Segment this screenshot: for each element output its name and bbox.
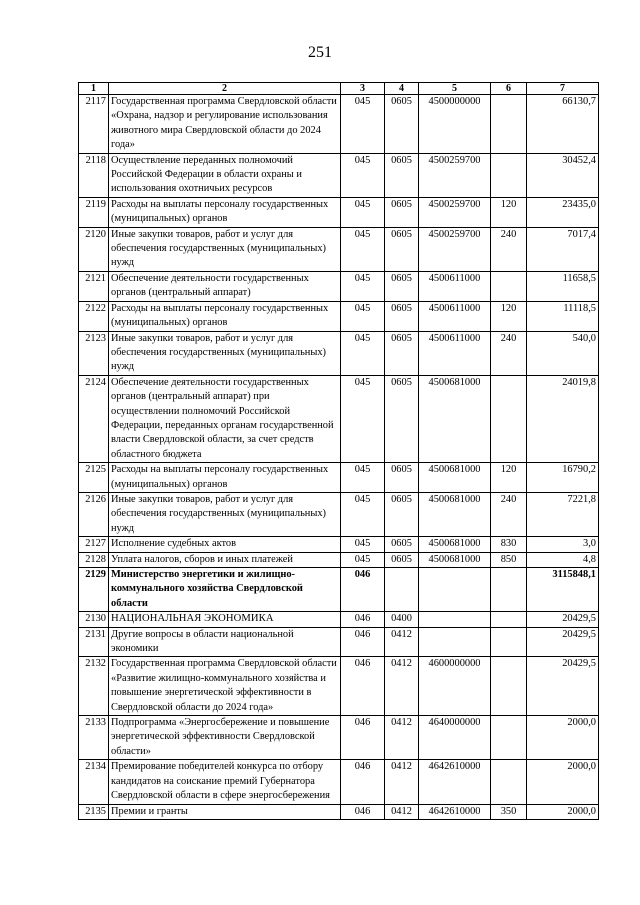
row-number: 2120: [79, 227, 109, 271]
ministry-code: 045: [341, 331, 385, 375]
table-row: [79, 537, 599, 552]
ministry-code: 046: [341, 760, 385, 804]
section-code: 0605: [385, 492, 419, 536]
amount: 30452,4: [527, 153, 599, 197]
row-name: Уплата налогов, сборов и иных платежей: [109, 552, 341, 567]
row-number: 2121: [79, 271, 109, 301]
ministry-code: 046: [341, 627, 385, 657]
section-code: 0412: [385, 657, 419, 716]
amount: 23435,0: [527, 197, 599, 227]
section-code: 0412: [385, 760, 419, 804]
row-name: Иные закупки товаров, работ и услуг для обеспечения государственных (муниципальных) нужд: [109, 492, 341, 536]
expense-type-code: 830: [491, 537, 527, 552]
column-header-1: 1: [79, 83, 109, 95]
section-code: 0605: [385, 95, 419, 154]
section-code: 0605: [385, 301, 419, 331]
row-name: Осуществление переданных полномочий Российской Федерации в области охраны и использования охотничьих ресурсов: [109, 153, 341, 197]
expense-type-code: [491, 760, 527, 804]
section-code: 0605: [385, 227, 419, 271]
row-number: 2127: [79, 537, 109, 552]
row-number: 2122: [79, 301, 109, 331]
row-number: 2129: [79, 568, 109, 612]
section-code: 0412: [385, 716, 419, 760]
section-code: 0605: [385, 463, 419, 493]
row-name: Другие вопросы в области национальной экономики: [109, 627, 341, 657]
ministry-code: 045: [341, 301, 385, 331]
amount: 11658,5: [527, 271, 599, 301]
row-name: Государственная программа Свердловской области «Охрана, надзор и регулирование использования животного мира Свердловской области до 2024 года»: [109, 95, 341, 154]
section-code: [385, 568, 419, 612]
amount: 2000,0: [527, 716, 599, 760]
section-code: 0605: [385, 552, 419, 567]
amount: 3,0: [527, 537, 599, 552]
row-name: Иные закупки товаров, работ и услуг для обеспечения государственных (муниципальных) нужд: [109, 227, 341, 271]
ministry-code: 045: [341, 463, 385, 493]
section-code: 0605: [385, 153, 419, 197]
expense-type-code: [491, 95, 527, 154]
amount: 4,8: [527, 552, 599, 567]
column-header-5: 5: [419, 83, 491, 95]
row-number: 2125: [79, 463, 109, 493]
table-row: [79, 657, 599, 716]
expense-type-code: [491, 657, 527, 716]
ministry-code: 046: [341, 568, 385, 612]
column-header-3: 3: [341, 83, 385, 95]
expense-type-code: 240: [491, 331, 527, 375]
table-row: [79, 95, 599, 154]
target-article-code: 4500681000: [419, 492, 491, 536]
amount: 7017,4: [527, 227, 599, 271]
ministry-code: 045: [341, 271, 385, 301]
expense-type-code: [491, 375, 527, 462]
expense-type-code: 120: [491, 463, 527, 493]
table-row: [79, 301, 599, 331]
row-number: 2134: [79, 760, 109, 804]
expense-type-code: [491, 153, 527, 197]
row-name: Расходы на выплаты персоналу государственных (муниципальных) органов: [109, 463, 341, 493]
row-name: Министерство энергетики и жилищно-коммунального хозяйства Свердловской области: [109, 568, 341, 612]
table-row: [79, 463, 599, 493]
target-article-code: 4500681000: [419, 375, 491, 462]
amount: 16790,2: [527, 463, 599, 493]
section-code: 0412: [385, 627, 419, 657]
expense-type-code: 120: [491, 301, 527, 331]
table-row: [79, 153, 599, 197]
amount: 3115848,1: [527, 568, 599, 612]
target-article-code: 4640000000: [419, 716, 491, 760]
expense-type-code: 350: [491, 804, 527, 819]
target-article-code: 4500000000: [419, 95, 491, 154]
amount: 20429,5: [527, 657, 599, 716]
row-number: 2126: [79, 492, 109, 536]
target-article-code: 4500681000: [419, 463, 491, 493]
row-name: Государственная программа Свердловской области «Развитие жилищно-коммунального хозяйства и повышение энергетической эффективности в Свердловской области до 2024 года»: [109, 657, 341, 716]
table-row: [79, 612, 599, 627]
ministry-code: 045: [341, 227, 385, 271]
column-header-4: 4: [385, 83, 419, 95]
row-name: Расходы на выплаты персоналу государственных (муниципальных) органов: [109, 301, 341, 331]
table-row: [79, 227, 599, 271]
section-code: 0412: [385, 804, 419, 819]
ministry-code: 045: [341, 197, 385, 227]
ministry-code: 045: [341, 95, 385, 154]
row-number: 2124: [79, 375, 109, 462]
target-article-code: 4500681000: [419, 537, 491, 552]
target-article-code: 4500611000: [419, 301, 491, 331]
expense-type-code: 240: [491, 227, 527, 271]
table-row: [79, 492, 599, 536]
ministry-code: 046: [341, 804, 385, 819]
ministry-code: 045: [341, 537, 385, 552]
table-row: [79, 568, 599, 612]
ministry-code: 045: [341, 492, 385, 536]
row-number: 2118: [79, 153, 109, 197]
target-article-code: [419, 627, 491, 657]
amount: 540,0: [527, 331, 599, 375]
target-article-code: [419, 568, 491, 612]
ministry-code: 046: [341, 716, 385, 760]
target-article-code: 4642610000: [419, 804, 491, 819]
ministry-code: 046: [341, 612, 385, 627]
row-number: 2135: [79, 804, 109, 819]
table-row: [79, 552, 599, 567]
row-name: Обеспечение деятельности государственных органов (центральный аппарат) при осуществлении полномочий Российской Федерации, переданных органам государственной власти Свердловской области, за счет средств областного бюджета: [109, 375, 341, 462]
table-row: [79, 331, 599, 375]
target-article-code: 4500611000: [419, 271, 491, 301]
target-article-code: 4600000000: [419, 657, 491, 716]
target-article-code: [419, 612, 491, 627]
amount: 20429,5: [527, 612, 599, 627]
expense-type-code: [491, 612, 527, 627]
row-number: 2123: [79, 331, 109, 375]
target-article-code: 4500259700: [419, 197, 491, 227]
page-number: 251: [308, 44, 332, 61]
row-name: Исполнение судебных актов: [109, 537, 341, 552]
row-number: 2117: [79, 95, 109, 154]
target-article-code: 4500681000: [419, 552, 491, 567]
table-row: [79, 375, 599, 462]
table-row: [79, 627, 599, 657]
amount: 2000,0: [527, 804, 599, 819]
expense-type-code: 850: [491, 552, 527, 567]
target-article-code: 4500611000: [419, 331, 491, 375]
amount: 20429,5: [527, 627, 599, 657]
budget-table: [78, 82, 599, 820]
row-number: 2131: [79, 627, 109, 657]
amount: 11118,5: [527, 301, 599, 331]
expense-type-code: [491, 568, 527, 612]
row-number: 2132: [79, 657, 109, 716]
section-code: 0605: [385, 271, 419, 301]
column-header-7: 7: [527, 83, 599, 95]
row-number: 2128: [79, 552, 109, 567]
row-number: 2133: [79, 716, 109, 760]
table-row: [79, 804, 599, 819]
row-name: Премии и гранты: [109, 804, 341, 819]
table-row: [79, 760, 599, 804]
expense-type-code: [491, 716, 527, 760]
table-header-row: [79, 83, 599, 95]
row-name: НАЦИОНАЛЬНАЯ ЭКОНОМИКА: [109, 612, 341, 627]
section-code: 0605: [385, 331, 419, 375]
section-code: 0605: [385, 537, 419, 552]
ministry-code: 045: [341, 375, 385, 462]
ministry-code: 045: [341, 153, 385, 197]
expense-type-code: 240: [491, 492, 527, 536]
row-number: 2119: [79, 197, 109, 227]
target-article-code: 4642610000: [419, 760, 491, 804]
table-row: [79, 197, 599, 227]
amount: 7221,8: [527, 492, 599, 536]
column-header-2: 2: [109, 83, 341, 95]
target-article-code: 4500259700: [419, 153, 491, 197]
row-name: Расходы на выплаты персоналу государственных (муниципальных) органов: [109, 197, 341, 227]
row-name: Иные закупки товаров, работ и услуг для обеспечения государственных (муниципальных) нужд: [109, 331, 341, 375]
amount: 2000,0: [527, 760, 599, 804]
target-article-code: 4500259700: [419, 227, 491, 271]
amount: 66130,7: [527, 95, 599, 154]
row-name: Премирование победителей конкурса по отбору кандидатов на соискание премий Губернатора Свердловской области в сфере энергосбережения: [109, 760, 341, 804]
section-code: 0605: [385, 197, 419, 227]
amount: 24019,8: [527, 375, 599, 462]
table-row: [79, 271, 599, 301]
ministry-code: 045: [341, 552, 385, 567]
expense-type-code: [491, 271, 527, 301]
row-name: Подпрограмма «Энергосбережение и повышение энергетической эффективности Свердловской области»: [109, 716, 341, 760]
expense-type-code: [491, 627, 527, 657]
section-code: 0400: [385, 612, 419, 627]
table-body: [79, 95, 599, 820]
column-header-6: 6: [491, 83, 527, 95]
row-number: 2130: [79, 612, 109, 627]
section-code: 0605: [385, 375, 419, 462]
table-row: [79, 716, 599, 760]
expense-type-code: 120: [491, 197, 527, 227]
row-name: Обеспечение деятельности государственных органов (центральный аппарат): [109, 271, 341, 301]
ministry-code: 046: [341, 657, 385, 716]
